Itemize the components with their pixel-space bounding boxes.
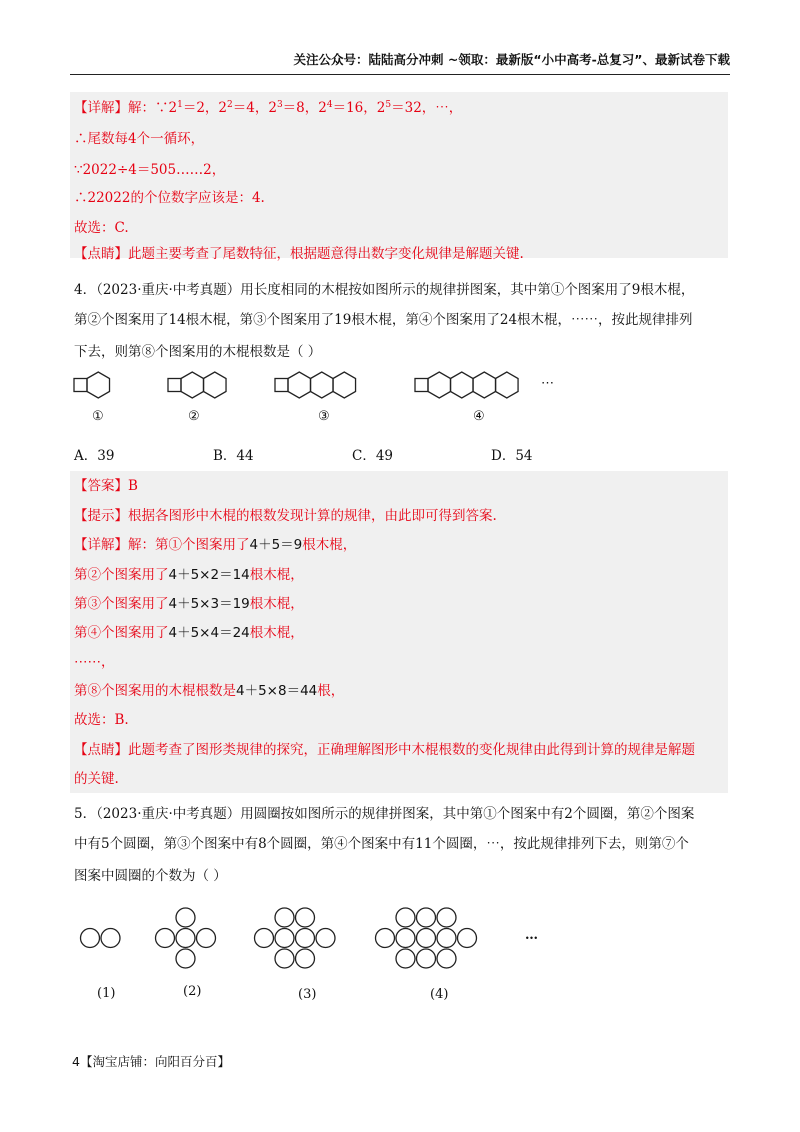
q4-stem-line: 第②个图案用了14根木棍，第③个图案用了19根木棍，第④个图案用了24根木棍，⋯⋯，按此规律排列 xyxy=(74,312,693,328)
stick-hexagon xyxy=(288,372,311,398)
stick-hexagon xyxy=(496,372,519,398)
comment-line: 【点睛】此题考查了图形类规律的探究，正确理解图形中木棍根数的变化规律由此得到计算的规律是解题 xyxy=(74,742,695,758)
pattern-circle xyxy=(437,949,456,968)
pattern-circle xyxy=(437,908,456,927)
q5-figure-label: (3) xyxy=(298,987,317,1002)
q5-stem-line: 5．（2023·重庆·中考真题）用圆圈按如图所示的规律拼图案，其中第①个图案中有2个圆圈，第②个图案 xyxy=(74,806,695,822)
pattern-circle xyxy=(275,908,294,927)
power-term: $2^2=4$， xyxy=(218,100,269,116)
q5-stem-line: 图案中圆圈的个数为（ ） xyxy=(74,868,227,884)
option-b: B．44 xyxy=(213,448,254,464)
q4-figure-label: ② xyxy=(188,409,200,424)
pattern-circle xyxy=(296,908,315,927)
hint-line: 【提示】根据各图形中木棍的根数发现计算的规律，由此即可得到答案. xyxy=(74,508,497,524)
stick-hexagon xyxy=(87,372,110,398)
pattern-circle xyxy=(275,929,294,948)
power-term: $2^5=32$，⋯， xyxy=(376,100,463,116)
pattern-circle xyxy=(458,929,477,948)
comment-line: 【点睛】此题主要考查了尾数特征，根据题意得出数字变化规律是解题关键. xyxy=(74,246,524,262)
pattern-circle xyxy=(396,908,415,927)
pattern-circle xyxy=(81,929,100,948)
q4-figure-label: ① xyxy=(92,409,104,424)
stick-square xyxy=(74,379,87,392)
pattern-circle xyxy=(255,929,274,948)
page-footer: 4【淘宝店铺：向阳百分百】 xyxy=(72,1054,230,1069)
q4-stem-line: 下去，则第⑧个图案用的木棍根数是（ ） xyxy=(74,344,322,360)
q5-figure-label: (4) xyxy=(430,987,449,1002)
q4-figure-label: ④ xyxy=(473,409,485,424)
detail-line: 第④个图案用了4＋5×4＝24根木棍， xyxy=(74,625,304,641)
stick-square xyxy=(275,379,288,392)
stick-hexagon xyxy=(181,372,204,398)
option-d: D．54 xyxy=(491,448,533,464)
stick-hexagon xyxy=(333,372,356,398)
detail-powers-line xyxy=(74,98,730,118)
stick-square xyxy=(415,379,428,392)
stick-hexagon xyxy=(428,372,451,398)
stick-hexagon xyxy=(204,372,227,398)
pattern-circle xyxy=(197,929,216,948)
q5-figure-label: (1) xyxy=(97,986,116,1001)
comment-line: 的关键. xyxy=(74,771,119,787)
pattern-circle xyxy=(417,949,436,968)
detail-line: ∵2022÷4＝505……2， xyxy=(74,162,226,178)
pattern-circle xyxy=(417,908,436,927)
pattern-circle xyxy=(396,929,415,948)
pattern-circle xyxy=(396,949,415,968)
pattern-circle xyxy=(275,949,294,968)
pattern-circle xyxy=(316,929,335,948)
stick-hexagon xyxy=(473,372,496,398)
answer-line: 【答案】B xyxy=(74,478,138,494)
pattern-circle xyxy=(176,929,195,948)
q5-ellipsis: … xyxy=(525,928,538,943)
detail-prefix: 【详解】解：∵ xyxy=(74,100,169,116)
detail-line: ⋯⋯， xyxy=(74,654,115,670)
detail-line: 第③个图案用了4＋5×3＝19根木棍， xyxy=(74,596,304,612)
detail-line: 第⑧个图案用的木棍根数是4＋5×8＝44根， xyxy=(74,683,345,699)
q4-figure-label: ③ xyxy=(318,409,330,424)
pattern-circle xyxy=(156,929,175,948)
pattern-circle xyxy=(176,949,195,968)
pattern-circle xyxy=(296,929,315,948)
q5-figure-label: (2) xyxy=(183,984,202,999)
q5-circle-figures xyxy=(70,895,570,981)
detail-line: ∴22022的个位数字应该是：4. xyxy=(74,190,265,206)
pattern-circle xyxy=(417,929,436,948)
power-term: $2^3=8$， xyxy=(268,100,319,116)
stick-hexagon xyxy=(451,372,474,398)
detail-line: 第②个图案用了4＋5×2＝14根木棍， xyxy=(74,567,304,583)
detail-line: 故选：B. xyxy=(74,712,129,728)
q5-stem-line: 中有5个圆圈，第③个图案中有8个圆圈，第④个图案中有11个圆圈，⋯，按此规律排列下去，则第⑦个 xyxy=(74,836,689,852)
detail-line: 故选：C. xyxy=(74,220,129,236)
q4-ellipsis: ⋯ xyxy=(541,376,554,391)
pattern-circle xyxy=(296,949,315,968)
pattern-circle xyxy=(101,929,120,948)
pattern-circle xyxy=(437,929,456,948)
power-term: $2^4=16$， xyxy=(318,100,377,116)
option-c: C．49 xyxy=(352,448,394,464)
pattern-circle xyxy=(176,908,195,927)
q4-stem-line: 4．（2023·重庆·中考真题）用长度相同的木棍按如图所示的规律拼图案，其中第①个图案用了9根木棍， xyxy=(74,282,695,298)
detail-line: ∴尾数每4个一循环， xyxy=(74,131,205,147)
stick-square xyxy=(168,379,181,392)
detail-line: 【详解】解：第①个图案用了4＋5＝9根木棍， xyxy=(74,537,357,553)
option-a: A．39 xyxy=(74,448,115,464)
power-term: $2^1=2$， xyxy=(168,100,219,116)
pattern-circle xyxy=(376,929,395,948)
page-header: 关注公众号：陆陆高分冲刺 ~领取：最新版“小中高考-总复习”、最新试卷下载 xyxy=(70,50,730,75)
stick-hexagon xyxy=(311,372,334,398)
